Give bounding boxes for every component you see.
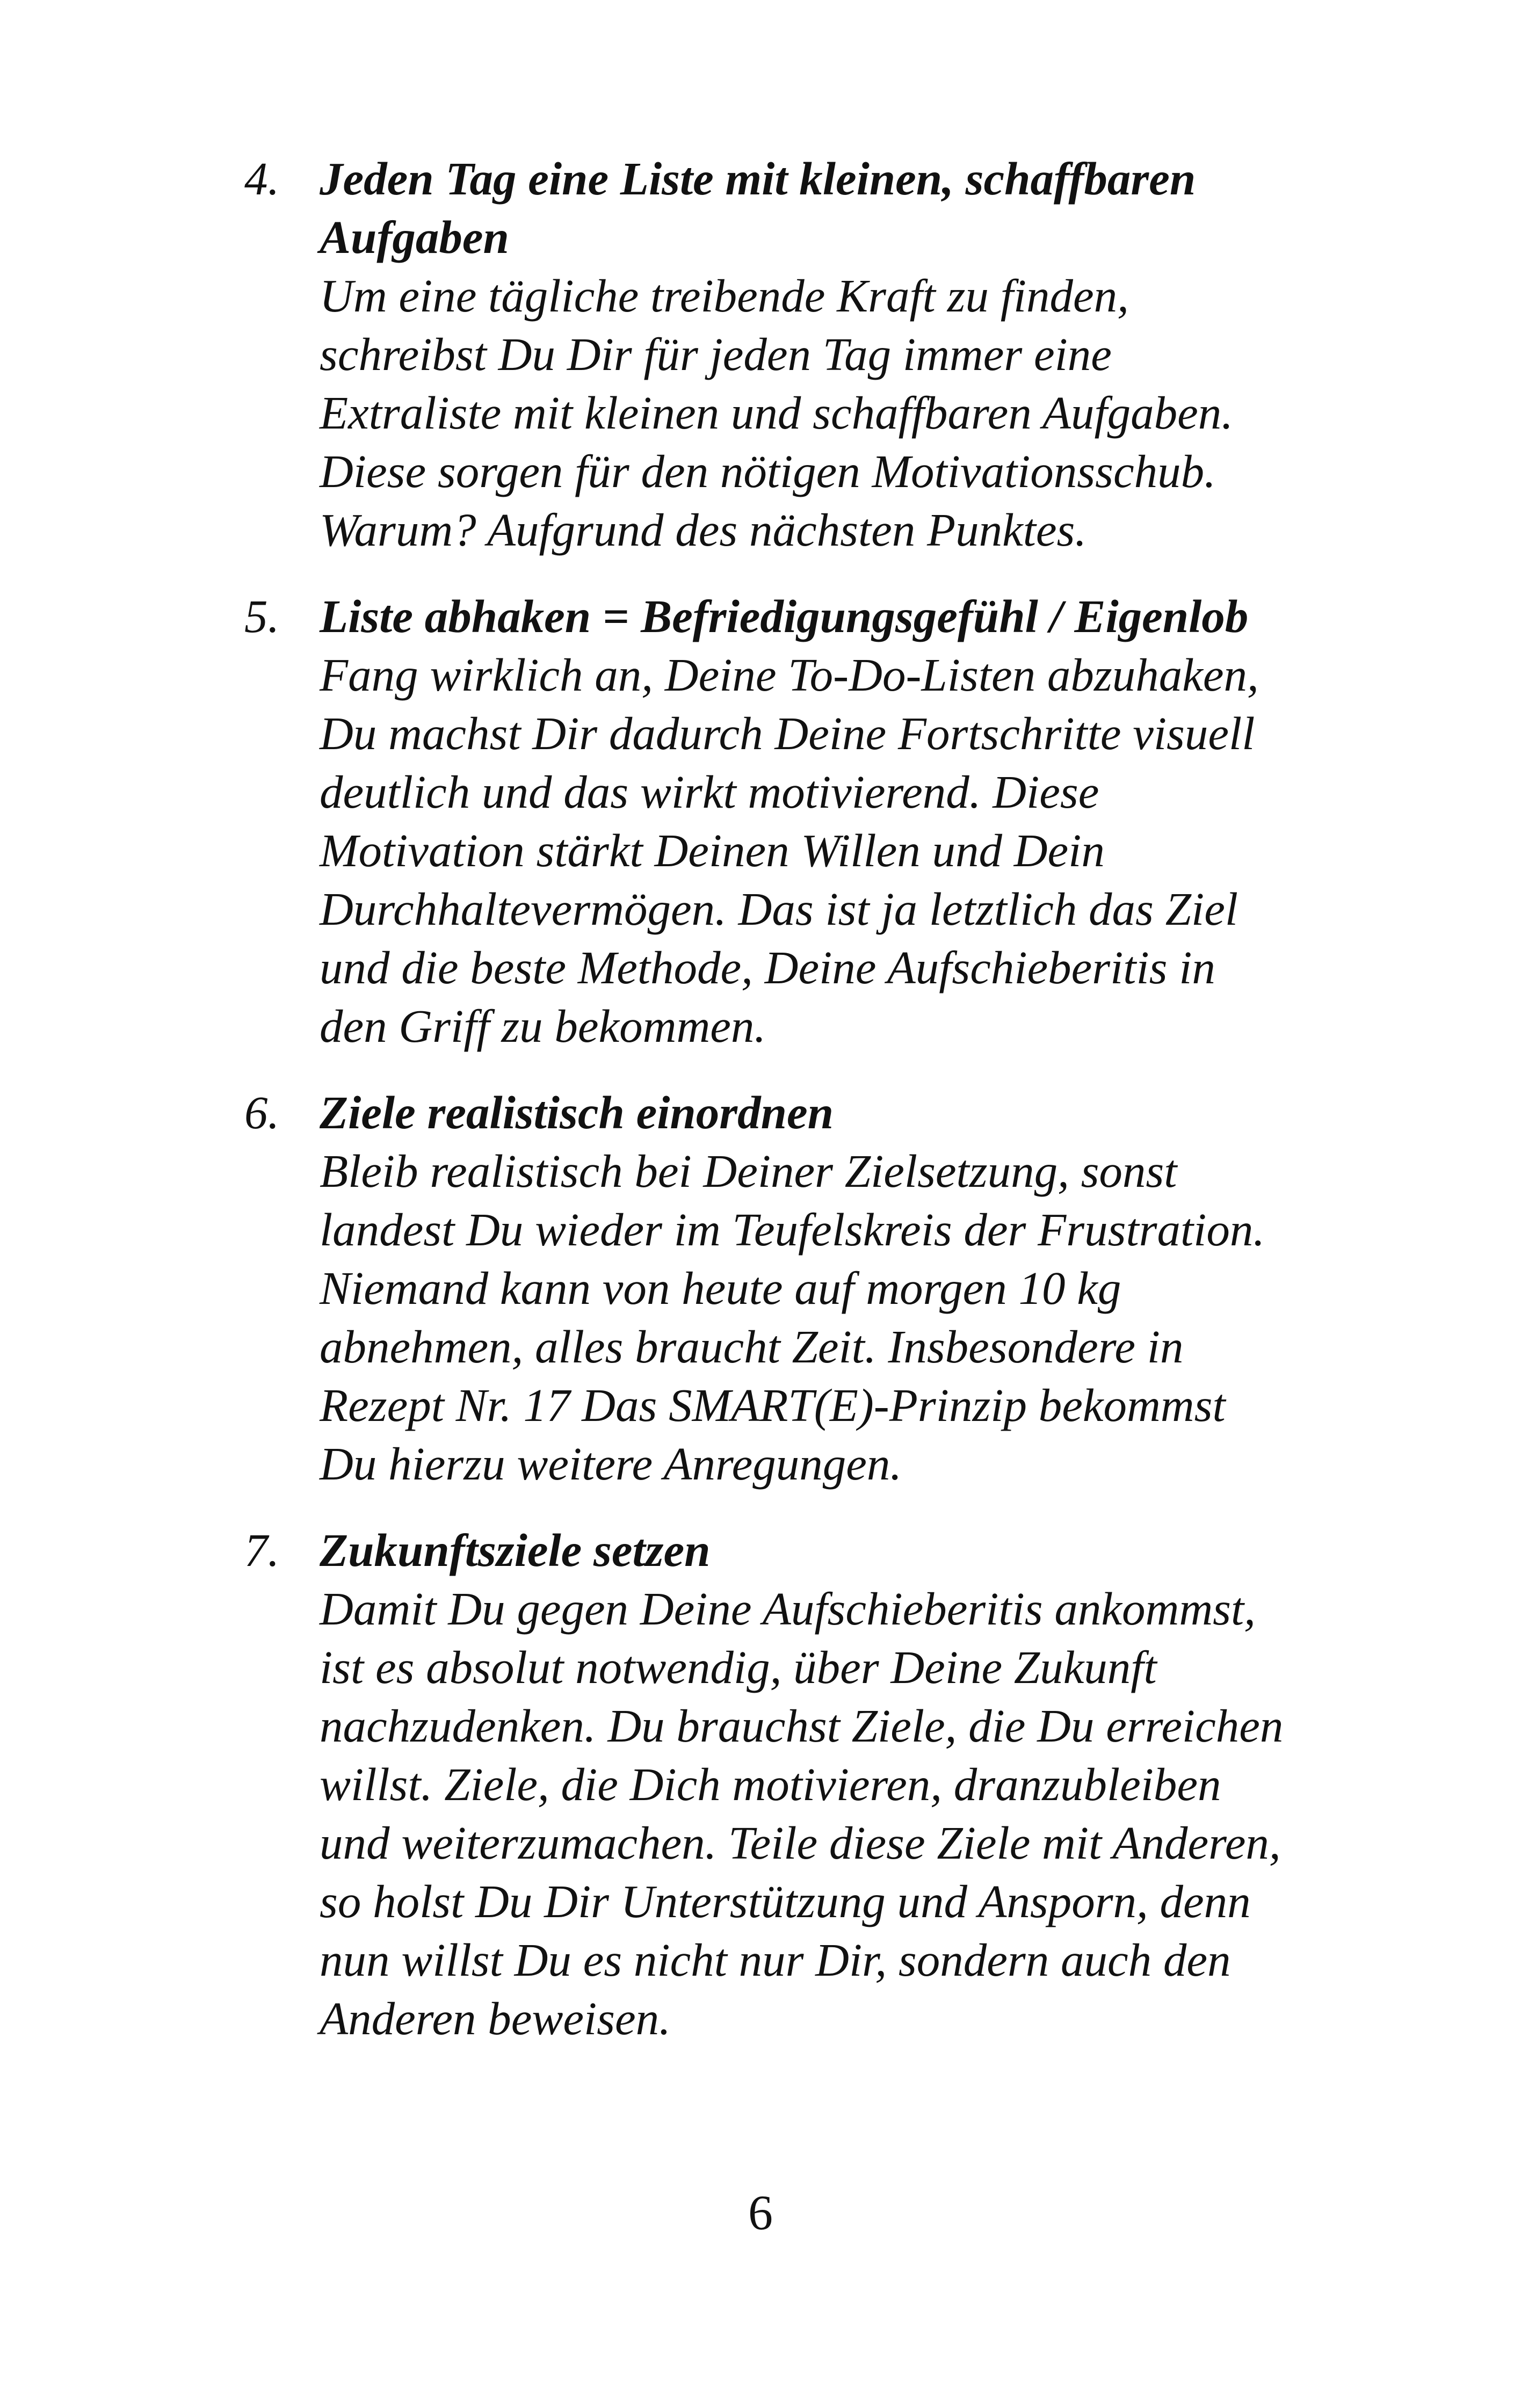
list-item-body-line: Fang wirklich an, Deine To-Do-Listen abzuhaken, [320, 649, 1259, 701]
list-item-body-line: Warum? Aufgrund des nächsten Punktes. [320, 504, 1087, 556]
list-item-body-line: nachzudenken. Du brauchst Ziele, die Du erreichen [320, 1700, 1284, 1752]
list-item-body-line: Du machst Dir dadurch Deine Fortschritte visuell [320, 707, 1255, 759]
list-item-number: 5. [244, 590, 280, 642]
list-item-body-line: ist es absolut notwendig, über Deine Zukunft [320, 1641, 1157, 1693]
list-item-heading: Liste abhaken = Befriedigungsgefühl / Eigenlob [320, 590, 1249, 642]
list-item-body-line: und weiterzumachen. Teile diese Ziele mit Anderen, [320, 1817, 1281, 1869]
list-item-number: 6. [244, 1086, 280, 1138]
numbered-list [244, 149, 1372, 2076]
list-item-heading: Ziele realistisch einordnen [320, 1086, 834, 1138]
list-item-body-line: deutlich und das wirkt motivierend. Diese [320, 766, 1099, 818]
list-item-body-line: den Griff zu bekommen. [320, 1000, 766, 1052]
list-item-body-line: so holst Du Dir Unterstützung und Ansporn, denn [320, 1875, 1251, 1927]
list-item-body-line: Bleib realistisch bei Deiner Zielsetzung, sonst [320, 1145, 1177, 1197]
list-item-body-line: schreibst Du Dir für jeden Tag immer eine [320, 328, 1112, 380]
list-item-body-line: willst. Ziele, die Dich motivieren, dranzubleiben [320, 1758, 1221, 1810]
list-item-body-line: landest Du wieder im Teufelskreis der Frustration. [320, 1203, 1265, 1256]
list-item-number: 7. [244, 1524, 280, 1576]
list-item-heading: Aufgaben [320, 211, 509, 263]
list-item-number: 4. [244, 153, 280, 205]
list-item-body-line: Extraliste mit kleinen und schaffbaren Aufgaben. [320, 387, 1234, 439]
list-item-body-line: Rezept Nr. 17 Das SMART(E)-Prinzip bekommst [320, 1379, 1226, 1431]
list-item-body-line: Motivation stärkt Deinen Willen und Dein [320, 824, 1105, 876]
list-item-body-line: Anderen beweisen. [320, 1992, 671, 2044]
list-item-body-line: abnehmen, alles braucht Zeit. Insbesondere in [320, 1321, 1184, 1373]
list-item-heading: Zukunftsziele setzen [320, 1524, 711, 1576]
page-number: 6 [748, 2185, 773, 2240]
list-item [244, 1083, 1372, 1493]
list-item-body-line: Damit Du gegen Deine Aufschieberitis ankommst, [320, 1583, 1256, 1635]
list-item-body-line: Um eine tägliche treibende Kraft zu finden, [320, 270, 1129, 322]
list-item-body-line: nun willst Du es nicht nur Dir, sondern auch den [320, 1934, 1231, 1986]
list-item-heading: Jeden Tag eine Liste mit kleinen, schaffbaren [320, 153, 1196, 205]
list-item-body-line: Diese sorgen für den nötigen Motivationsschub. [320, 445, 1216, 497]
list-item [244, 1521, 1372, 2048]
list-item [244, 587, 1372, 1055]
list-item [244, 149, 1372, 559]
list-item-body-line: und die beste Methode, Deine Aufschieberitis in [320, 941, 1215, 993]
list-item-body-line: Durchhaltevermögen. Das ist ja letztlich das Ziel [320, 883, 1238, 935]
list-item-body-line: Du hierzu weitere Anregungen. [320, 1438, 902, 1490]
list-item-body-line: Niemand kann von heute auf morgen 10 kg [320, 1262, 1121, 1314]
